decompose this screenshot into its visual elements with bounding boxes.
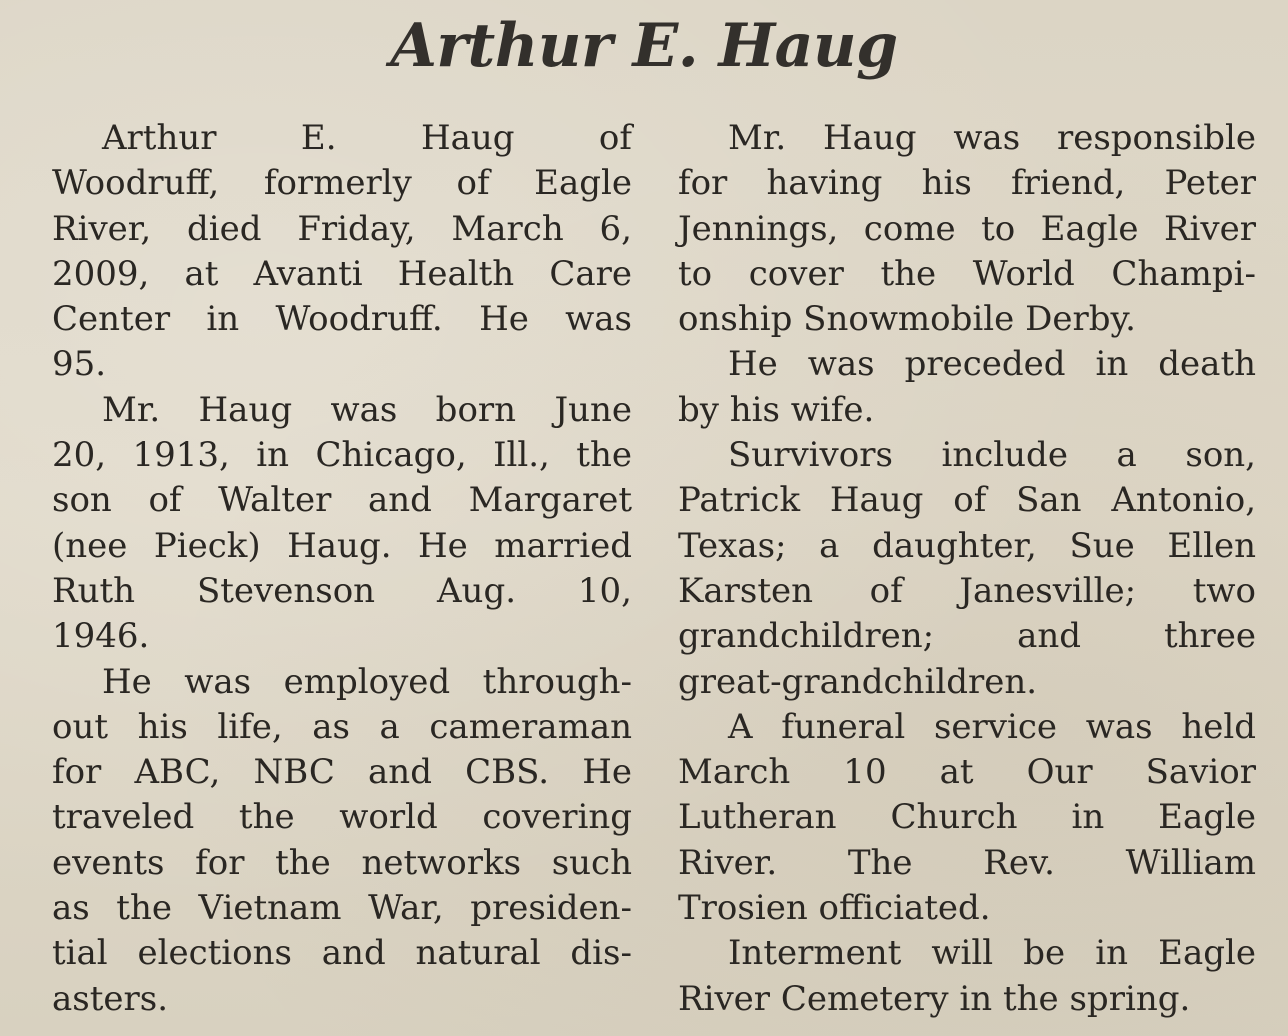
text-line: grandchildren; and three	[678, 616, 1256, 657]
text-line: Mr. Haug was responsible	[728, 118, 1256, 158]
text-line: as the Vietnam War, presiden-	[52, 888, 632, 929]
text-line: 1946.	[52, 616, 150, 657]
text-line: River. The Rev. William	[678, 842, 1256, 883]
text-line: 2009, at Avanti Health Care	[52, 253, 632, 294]
text-line: Karsten of Janesville; two	[678, 570, 1256, 611]
text-line: Woodruff, formerly of Eagle	[52, 163, 632, 204]
text-line: Interment will be in Eagle	[728, 933, 1256, 974]
right-column	[678, 116, 1256, 1022]
text-line: great-grandchildren.	[678, 661, 1038, 702]
text-line: He was preceded in death	[728, 344, 1256, 385]
left-column	[52, 116, 632, 1022]
text-line: Jennings, come to Eagle River	[678, 208, 1256, 249]
text-line: March 10 at Our Savior	[678, 752, 1256, 793]
text-line: son of Walter and Margaret	[52, 480, 632, 521]
text-line: tial elections and natural dis-	[52, 933, 632, 974]
text-line: 20, 1913, in Chicago, Ill., the	[52, 435, 632, 476]
text-line: Survivors include a son,	[728, 435, 1256, 476]
text-line: River, died Friday, March 6,	[52, 208, 632, 249]
text-line: River Cemetery in the spring.	[678, 978, 1191, 1019]
text-line: to cover the World Champi-	[678, 253, 1256, 294]
text-line: asters.	[52, 978, 169, 1019]
text-line: Mr. Haug was born June	[102, 389, 632, 430]
text-line: out his life, as a cameraman	[52, 706, 632, 747]
text-line: for having his friend, Peter	[678, 163, 1256, 204]
text-line: onship Snowmobile Derby.	[678, 299, 1136, 340]
text-line: by his wife.	[678, 389, 875, 430]
text-line: Trosien officiated.	[678, 888, 991, 929]
obituary-headline: Arthur E. Haug	[390, 11, 898, 81]
text-line: Ruth Stevenson Aug. 10,	[52, 570, 632, 611]
text-line: (nee Pieck) Haug. He married	[52, 525, 632, 566]
text-line: 95.	[52, 344, 107, 385]
text-line: Center in Woodruff. He was	[52, 299, 632, 340]
text-line: traveled the world covering	[52, 797, 632, 838]
text-line: Arthur E. Haug of	[102, 118, 632, 158]
text-line: Texas; a daughter, Sue Ellen	[678, 525, 1256, 566]
text-line: events for the networks such	[52, 842, 632, 883]
text-line: He was employed through-	[102, 661, 632, 702]
text-line: for ABC, NBC and CBS. He	[52, 752, 632, 793]
text-line: A funeral service was held	[728, 706, 1256, 747]
text-line: Patrick Haug of San Antonio,	[678, 480, 1256, 521]
text-line: Lutheran Church in Eagle	[678, 797, 1256, 838]
